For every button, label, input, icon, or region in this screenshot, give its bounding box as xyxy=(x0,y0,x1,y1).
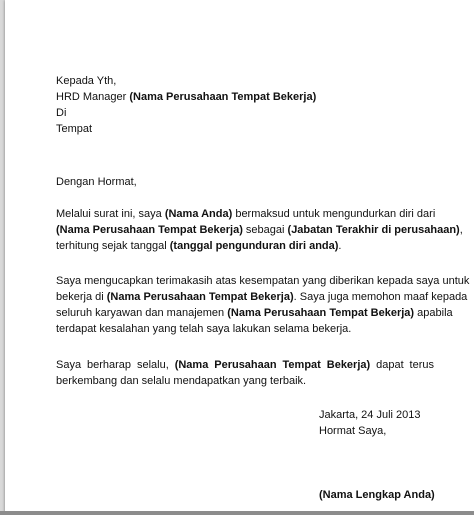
company-name-placeholder: (Nama Perusahaan Tempat Bekerja) xyxy=(129,91,317,103)
full-name-placeholder: (Nama Lengkap Anda) xyxy=(319,489,435,501)
company-name-placeholder: (Nama Perusahaan Tempat Bekerja) xyxy=(56,224,243,236)
company-name-placeholder: (Nama Perusahaan Tempat Bekerja) xyxy=(106,291,294,303)
applicant-name-placeholder: (Nama Anda) xyxy=(164,208,233,220)
address-line-1: Kepada Yth, xyxy=(56,75,117,87)
paragraph-2: Saya mengucapkan terimakasih atas kesempatan yang diberikan kepada saya untuk bekerja di (Nama Perusahaan Tempat Bekerja). Saya juga memohon maaf kepada seluruh karyawan dan manajemen (Nama Perusahaan Tempat Bekerja) apabila terdapat kesalahan yang telah saya lakukan selama bekerja. xyxy=(56,275,470,335)
address-line-4: Tempat xyxy=(56,123,93,135)
resignation-date-placeholder: (tanggal pengunduran diri anda) xyxy=(169,240,339,252)
signature-name xyxy=(319,487,435,503)
company-name-placeholder: (Nama Perusahaan Tempat Bekerja) xyxy=(227,307,415,319)
paragraph-3: Saya berharap selalu, (Nama Perusahaan Tempat Bekerja) dapat terus berkembang dan selalu mendapatkan yang terbaik. xyxy=(56,359,435,387)
paragraph-1: Melalui surat ini, saya (Nama Anda) bermaksud untuk mengundurkan diri dari (Nama Perusahaan Tempat Bekerja) sebagai (Jabatan Terakhir di perusahaan), terhitung sejak tanggal (tanggal pengunduran diri anda). xyxy=(56,208,463,252)
letter-date: Jakarta, 24 Juli 2013 xyxy=(319,409,421,421)
recipient-address xyxy=(56,73,434,137)
greeting: Dengan Hormat, xyxy=(56,176,137,188)
page-bottom-edge xyxy=(0,511,474,515)
closing-salutation: Hormat Saya, xyxy=(319,425,387,437)
closing-block xyxy=(319,407,421,439)
address-line-2: HRD Manager (Nama Perusahaan Tempat Bekerja) xyxy=(56,91,317,103)
job-title-placeholder: (Jabatan Terakhir di perusahaan) xyxy=(287,224,460,236)
letter-page xyxy=(5,0,474,515)
company-name-placeholder: (Nama Perusahaan Tempat Bekerja) xyxy=(174,359,371,371)
address-line-3: Di xyxy=(56,107,67,119)
